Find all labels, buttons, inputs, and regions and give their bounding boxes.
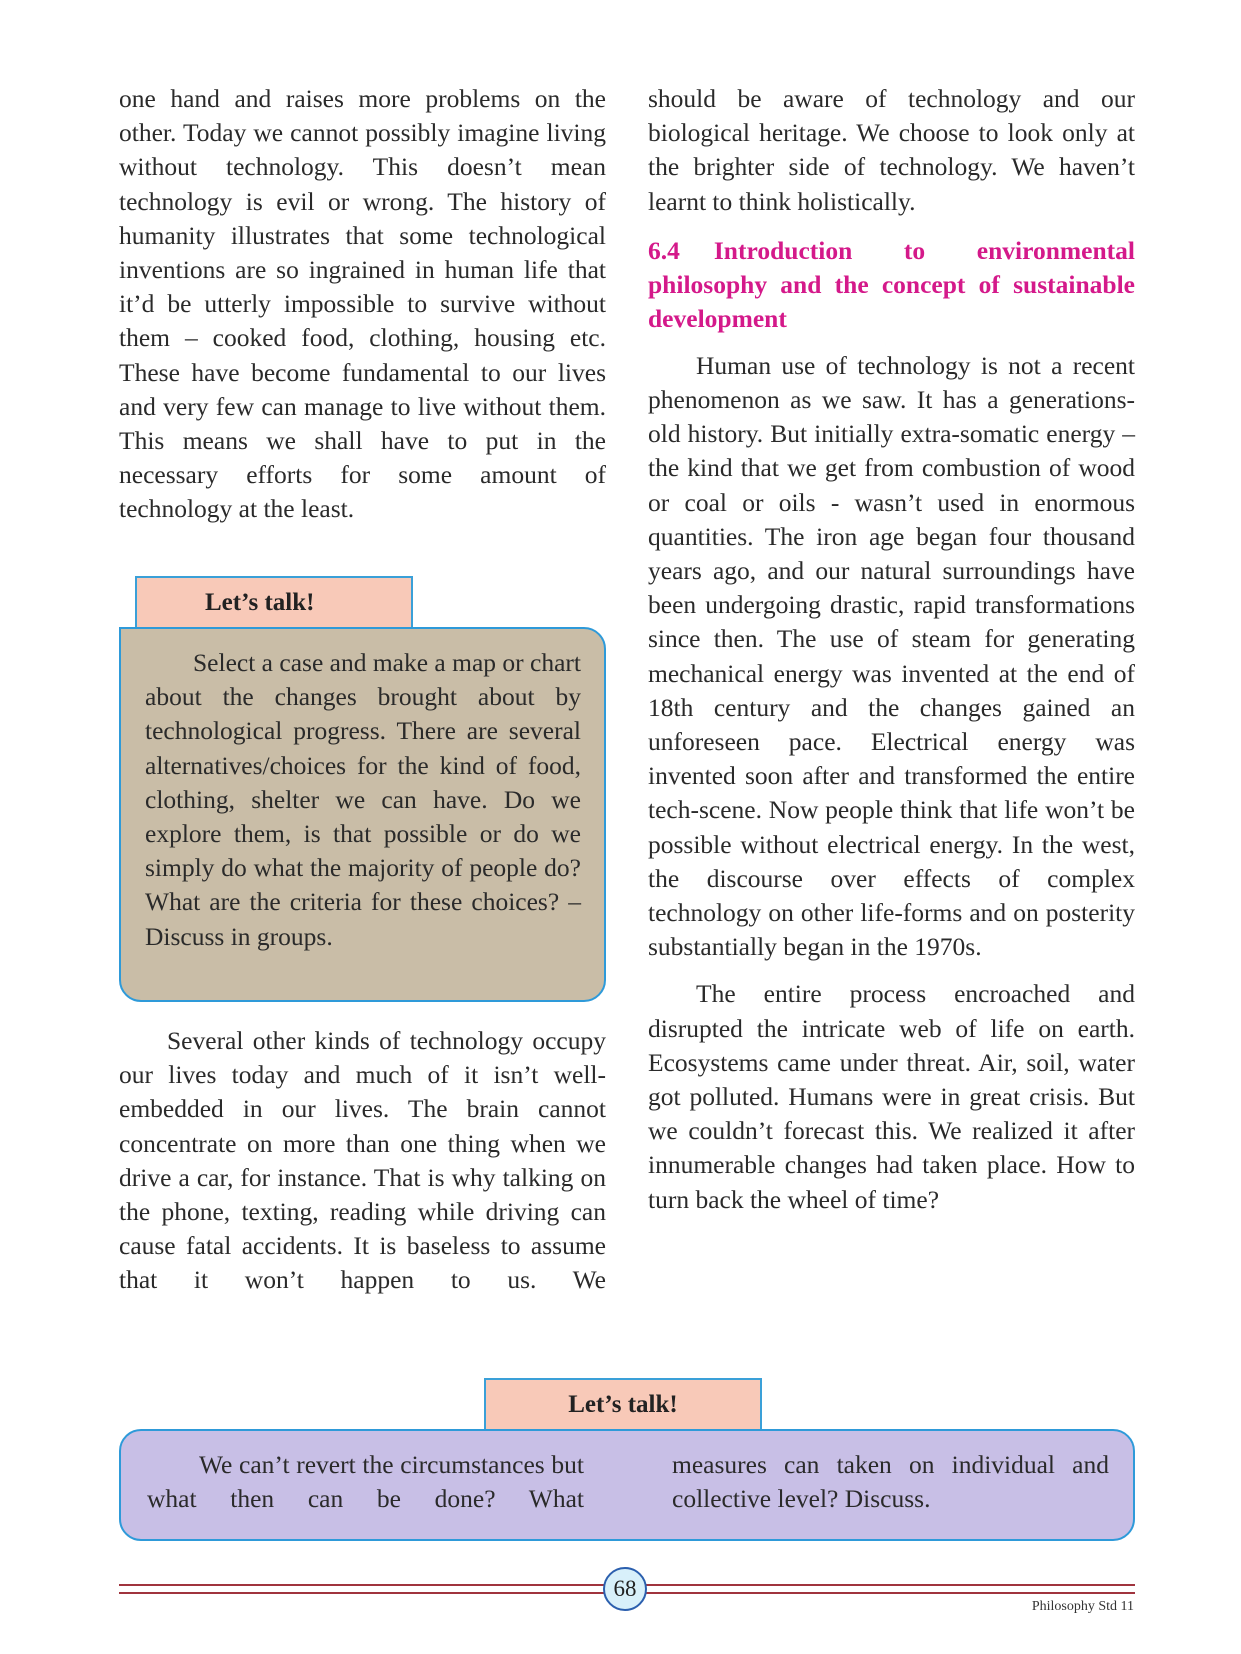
lets-talk-title-2: Let’s talk! <box>568 1391 678 1418</box>
lets-talk-title-1: Let’s talk! <box>205 589 315 616</box>
lets-talk-text-1: Select a case and make a map or chart about the changes brought about by technological progress. There are several alternatives/choices for the kind of food, clothing, shelter we can have. Do we explore them, is that possible or do we simply do what the majority of people do? What are the criteria for these choices? – Discuss in groups. <box>145 648 581 951</box>
lets-talk-tab-1 <box>135 576 413 629</box>
page-number: 68 <box>603 1567 647 1611</box>
section-number: 6.4 <box>648 235 680 265</box>
left-column <box>119 82 606 527</box>
right-paragraph-2: Human use of technology is not a recent phenomenon as we saw. It has a generations-old history. But initially extra-somatic energy – the kind that we get from combustion of wood or coal or oils - wasn’t used in enormous quantities. The iron age began four thousand years ago, and our natural surroundings have been undergoing drastic, rapid transformations since then. The use of steam for generating mechanical energy was invented at the end of 18th century and the changes gained an unforeseen pace. Electrical energy was invented soon after and transformed the entire tech-scene. Now people think that life won’t be possible without electrical energy. In the west, the discourse over effects of complex technology on other life-forms and on posterity substantially began in the 1970s. <box>648 350 1135 962</box>
right-column <box>648 82 1135 1217</box>
right-paragraph-1: should be aware of technology and our biological heritage. We choose to look only at the brighter side of technology. We haven’t learnt to think holistically. <box>648 84 1135 216</box>
lets-talk-text-2-right: measures can taken on individual and collective level? Discuss. <box>672 1450 1109 1514</box>
right-paragraph-3: The entire process encroached and disrupted the intricate web of life on earth. Ecosystems came under threat. Air, soil, water got polluted. Humans were in great crisis. But we couldn’t forecast this. We realized it after innumerable changes had taken place. How to turn back the wheel of time? <box>648 979 1135 1214</box>
book-label: Philosophy Std 11 <box>1031 1599 1134 1614</box>
section-title: Introduction to environmental philosophy and the concept of sustainable development <box>648 235 1135 333</box>
lets-talk-box-1 <box>119 627 606 1002</box>
lets-talk-box-2 <box>119 1429 1135 1541</box>
left-paragraph-2: Several other kinds of technology occupy our lives today and much of it isn’t well-embedded in our lives. The brain cannot concentrate on more than one thing when we drive a car, for instance. That is why talking on the phone, texting, reading while driving can cause fatal accidents. It is baseless to assume that it won’t happen to us. We <box>119 1026 606 1295</box>
lets-talk-text-2-left: We can’t revert the circumstances but what then can be done? What <box>147 1450 584 1514</box>
section-heading <box>648 234 1135 336</box>
lets-talk-tab-2 <box>484 1378 762 1431</box>
left-paragraph-1: one hand and raises more problems on the other. Today we cannot possibly imagine living without technology. This doesn’t mean technology is evil or wrong. The history of humanity illustrates that some technological inventions are so ingrained in human life that it’d be utterly impossible to survive without them – cooked food, clothing, housing etc. These have become fundamental to our lives and very few can manage to live without them. This means we shall have to put in the necessary efforts for some amount of technology at the least. <box>119 84 606 524</box>
left-column-lower <box>119 1024 606 1298</box>
